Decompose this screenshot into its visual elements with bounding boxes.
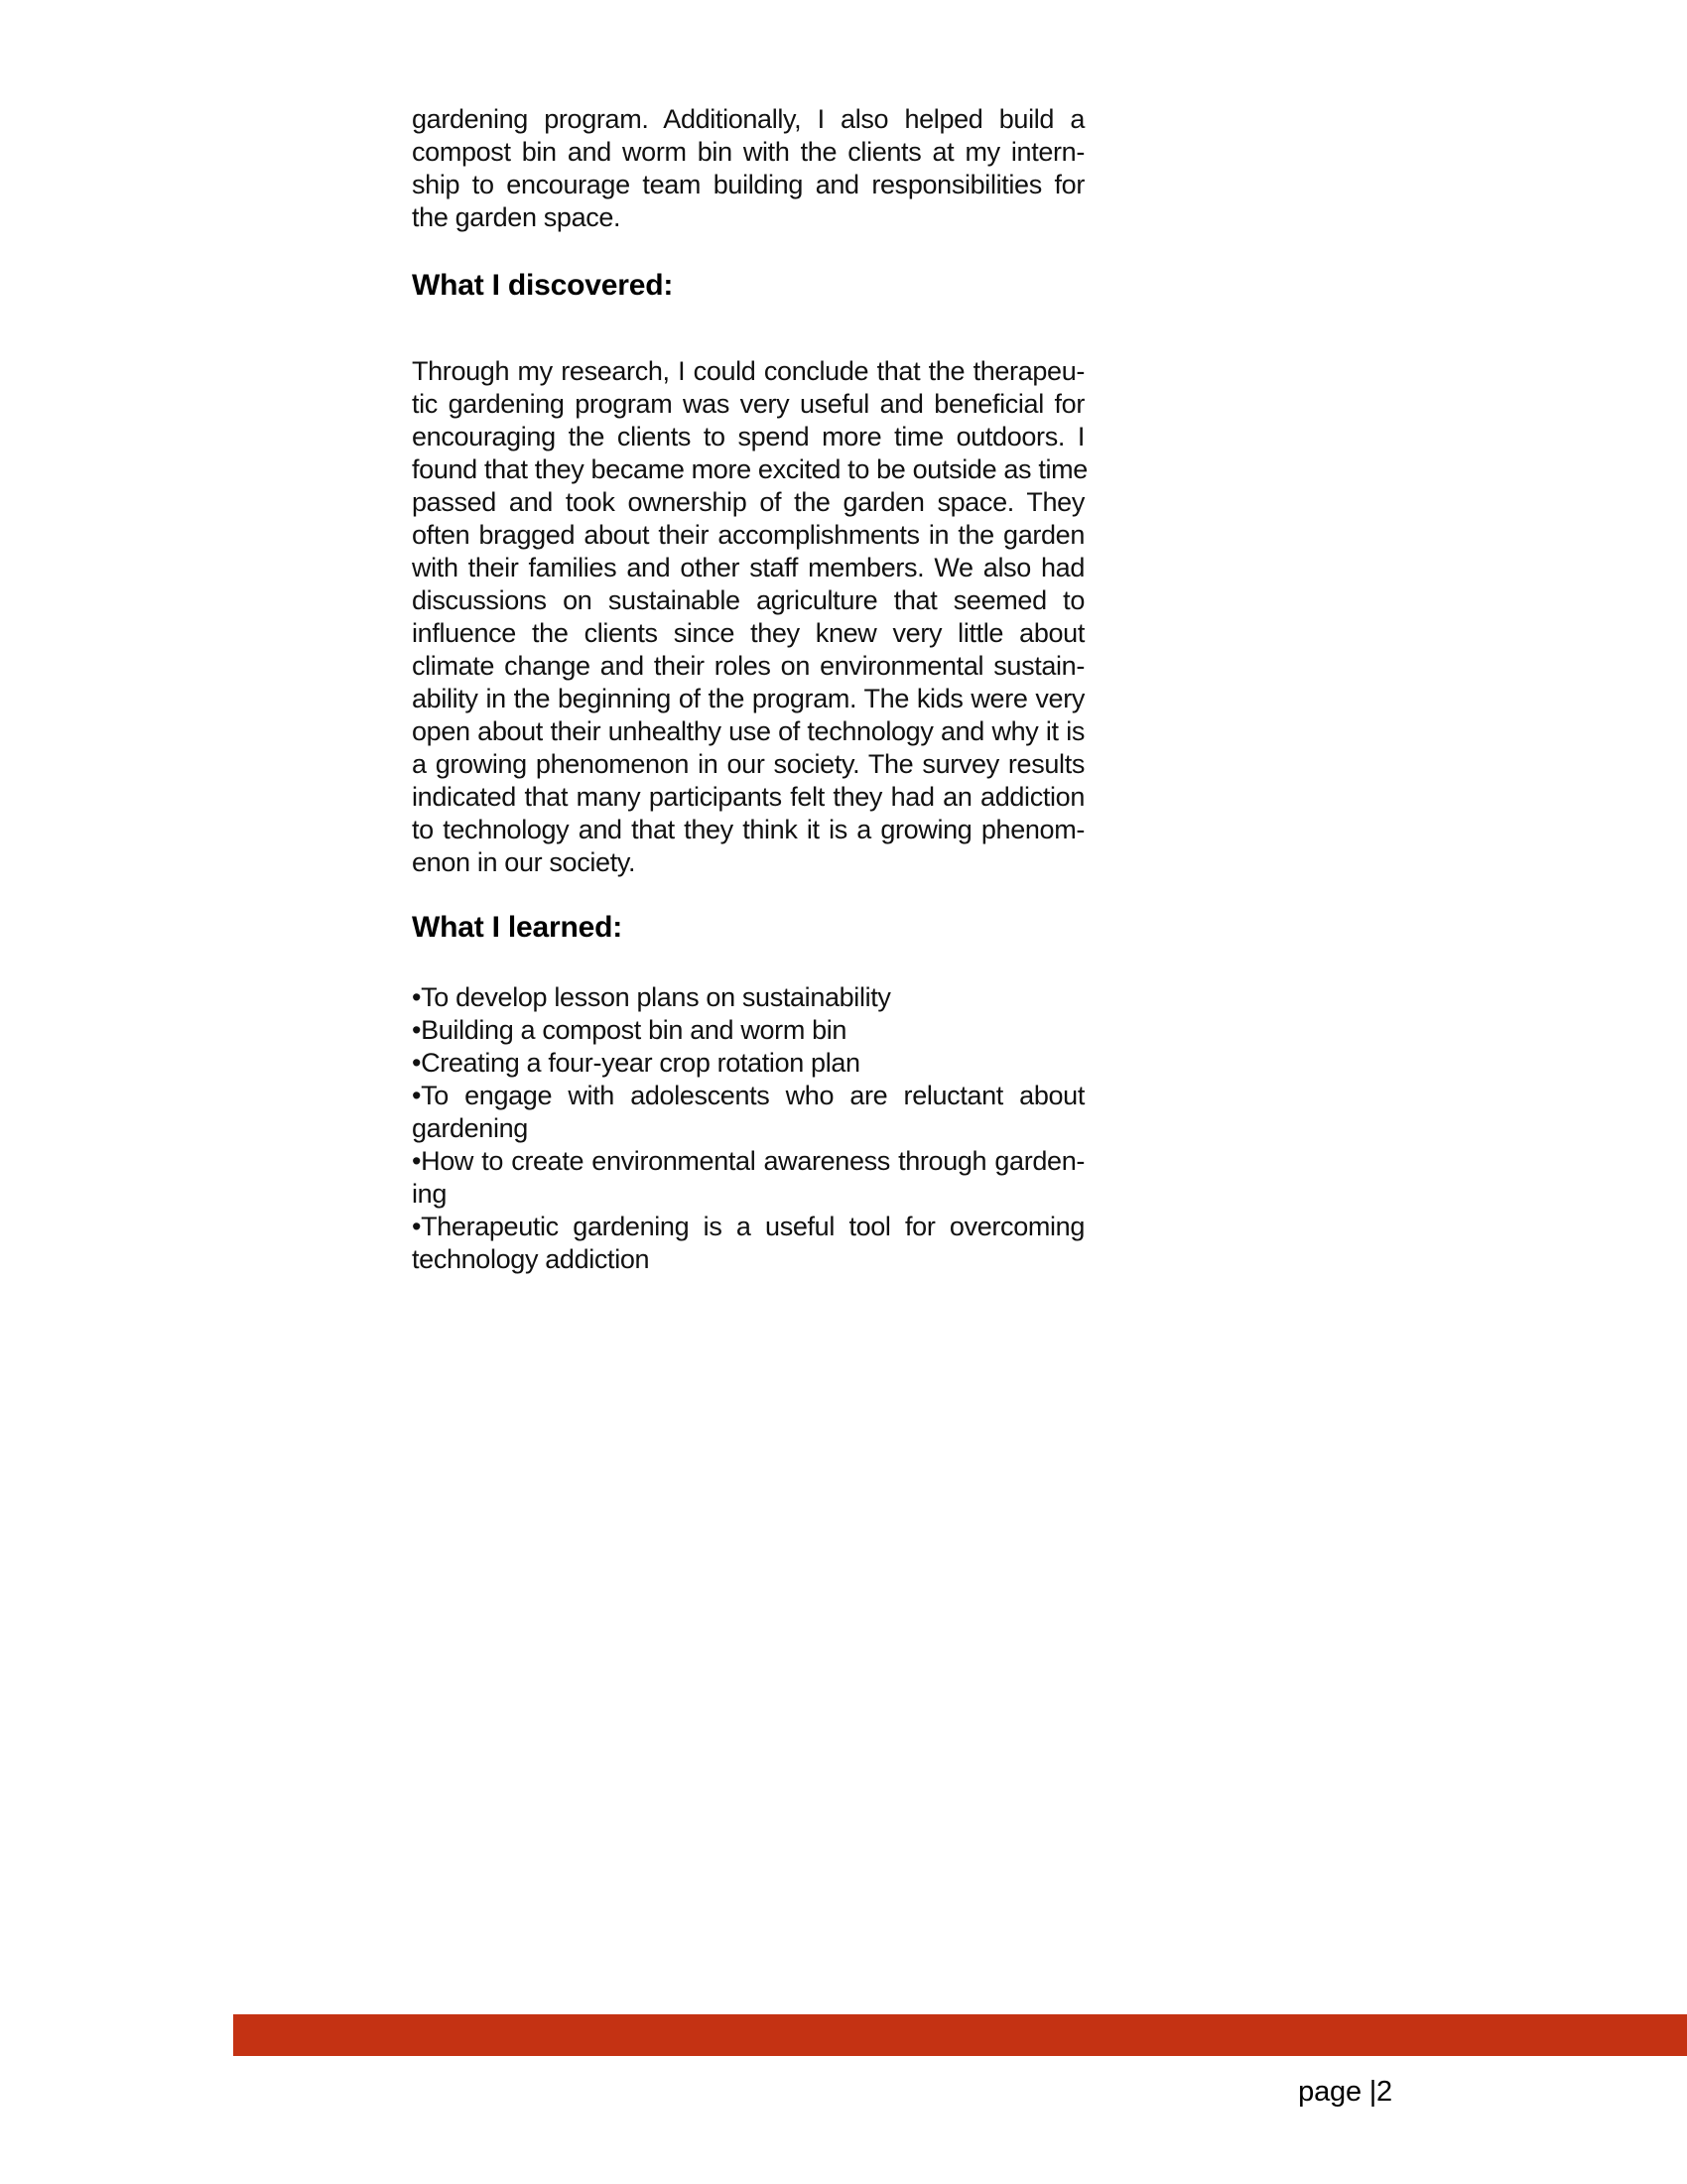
text-line: passed and took ownership of the garden space. They (412, 487, 1085, 517)
discovered-paragraph (412, 355, 1088, 879)
text-line: to technology and that they think it is a growing phenom- (412, 815, 1085, 844)
text-line: often bragged about their accomplishments in the garden (412, 520, 1085, 550)
list-item (412, 1080, 1085, 1145)
text-line: •To develop lesson plans on sustainability (412, 982, 891, 1012)
text-line: gardening (412, 1113, 528, 1143)
page-number-label: page |2 (1298, 2076, 1392, 2108)
list-item (412, 1211, 1085, 1276)
list-item (412, 1047, 1085, 1080)
text-line: with their families and other staff members. We also had (412, 553, 1085, 582)
text-line: encouraging the clients to spend more time outdoors. I (412, 422, 1085, 451)
text-line: open about their unhealthy use of technology and why it is (412, 716, 1085, 746)
text-line: •Creating a four-year crop rotation plan (412, 1048, 860, 1078)
list-item (412, 981, 1085, 1014)
list-item (412, 1014, 1085, 1047)
intro-paragraph (412, 103, 1085, 234)
heading-what-i-discovered: What I discovered: (412, 269, 674, 302)
text-line: ability in the beginning of the program. The kids were very (412, 684, 1085, 713)
text-line: ing (412, 1179, 447, 1209)
text-line: a growing phenomenon in our society. The survey results (412, 749, 1085, 779)
text-line: ship to encourage team building and responsibilities for (412, 170, 1085, 199)
text-line: the garden space. (412, 202, 621, 232)
text-line: found that they became more excited to be outside as time (412, 454, 1088, 484)
text-line: tic gardening program was very useful and beneficial for (412, 389, 1085, 419)
content-column (412, 103, 1088, 1276)
text-line: technology addiction (412, 1244, 650, 1274)
text-line: •Building a compost bin and worm bin (412, 1015, 847, 1045)
text-line: •Therapeutic gardening is a useful tool for overcoming (412, 1212, 1085, 1241)
learned-bullet-list (412, 981, 1085, 1276)
text-line: climate change and their roles on environmental sustain- (412, 651, 1085, 681)
text-line: indicated that many participants felt they had an addiction (412, 782, 1085, 812)
text-line: gardening program. Additionally, I also helped build a (412, 104, 1085, 134)
text-line: •To engage with adolescents who are reluctant about (412, 1081, 1085, 1110)
list-item (412, 1145, 1085, 1211)
heading-what-i-learned: What I learned: (412, 911, 623, 944)
footer-accent-bar (233, 2014, 1687, 2056)
text-line: enon in our society. (412, 847, 636, 877)
text-line: •How to create environmental awareness through garden- (412, 1146, 1085, 1176)
text-line: influence the clients since they knew very little about (412, 618, 1085, 648)
text-line: compost bin and worm bin with the clients at my intern- (412, 137, 1085, 167)
text-line: discussions on sustainable agriculture that seemed to (412, 585, 1085, 615)
text-line: Through my research, I could conclude that the therapeu- (412, 356, 1085, 386)
